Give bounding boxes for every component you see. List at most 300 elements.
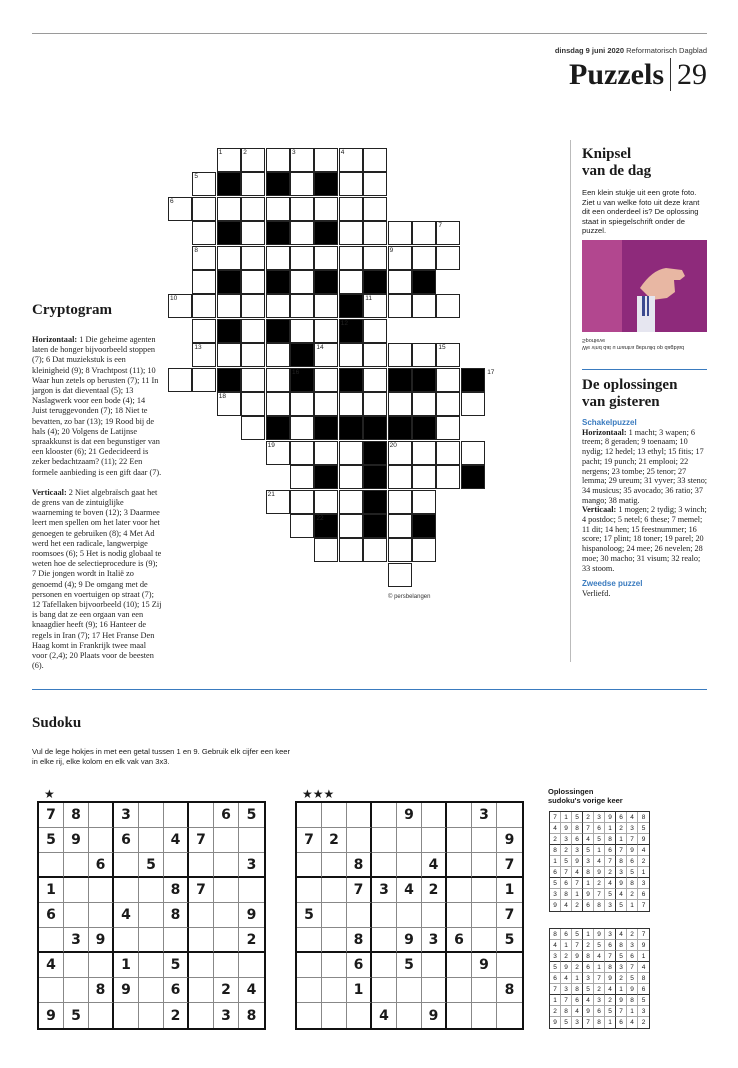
cryptogram-cell	[241, 343, 265, 367]
sudoku-cell: 8	[246, 1007, 257, 1024]
sudoku-cell	[139, 803, 164, 828]
cryptogram-cell	[192, 294, 216, 318]
cryptogram-cell	[436, 392, 460, 416]
sudoku-cell	[472, 828, 497, 853]
solution-cell: 9	[561, 823, 572, 834]
sudoku-cell: 9	[114, 978, 139, 1003]
sudoku-cell	[297, 803, 322, 828]
solution-cell: 3	[561, 834, 572, 845]
solution-cell: 7	[561, 995, 572, 1006]
solution-cell: 2	[638, 856, 649, 867]
solution-cell: 4	[583, 995, 594, 1006]
solution-cell: 2	[605, 867, 616, 878]
sudoku1-difficulty: ★	[44, 787, 55, 801]
cryptogram-cell	[266, 221, 290, 245]
solution-cell: 5	[550, 962, 561, 973]
cryptogram-cell	[388, 294, 412, 318]
knipsel-title: Knipsel van de dag	[582, 146, 652, 179]
sudoku-cell	[397, 903, 422, 928]
cryptogram-cell	[241, 368, 265, 392]
solution-cell: 1	[594, 845, 605, 856]
cryptogram-cell	[388, 563, 412, 587]
solution-cell: 7	[641, 902, 646, 909]
solution-cell: 3	[594, 995, 605, 1006]
cryptogram-cell	[217, 246, 241, 270]
solution-cell: 3	[550, 889, 561, 900]
solution-cell: 2	[561, 951, 572, 962]
sudoku-cell	[322, 903, 347, 928]
sudoku-cell	[114, 878, 139, 903]
solution-cell: 6	[616, 812, 627, 823]
solution-cell: 6	[605, 845, 616, 856]
cryptogram-cell	[290, 392, 314, 416]
cryptogram-cell	[436, 246, 460, 270]
sudoku-cell	[39, 853, 64, 878]
sudoku-cell: 7	[497, 903, 522, 928]
solution-cell: 4	[550, 940, 561, 951]
cryptogram-cell	[363, 368, 387, 392]
sudoku-cell	[189, 903, 214, 928]
cryptogram-cell	[363, 514, 387, 538]
solution-cell: 4	[561, 900, 572, 911]
solution-cell: 3	[561, 984, 572, 995]
sudoku-cell: 4	[39, 953, 64, 978]
sudoku-cell	[372, 853, 397, 878]
sudoku-cell	[297, 928, 322, 953]
sudoku-cell: 5	[139, 853, 164, 878]
cryptogram-cell	[217, 270, 241, 294]
sudoku-cell	[189, 928, 214, 953]
sudoku-instructions: Vul de lege hokjes in met een getal tussen 1 en 9. Gebruik elk cijfer een keer in elke rij, elke kolom en elk vak van 3x3.	[32, 747, 291, 766]
sudoku-cell	[472, 878, 497, 903]
knipsel-photo	[582, 240, 707, 332]
cryptogram-cell	[339, 416, 363, 440]
sudoku-cell: 7	[39, 803, 64, 828]
cryptogram-clue-number: 1	[218, 149, 223, 156]
solution-cell: 3	[572, 1017, 583, 1028]
cryptogram-cell	[412, 368, 436, 392]
sudoku-solution-1	[549, 811, 650, 912]
solution-cell: 5	[572, 929, 583, 940]
sudoku-cell: 3	[239, 853, 264, 878]
sudoku-cell: 6	[164, 978, 189, 1003]
cryptogram-cell	[290, 294, 314, 318]
cryptogram-clue-number: 7	[438, 222, 443, 230]
sudoku-cell	[89, 828, 114, 853]
sudoku-cell	[397, 978, 422, 1003]
sudoku-cell: 7	[347, 878, 372, 903]
cryptogram-cell	[168, 368, 192, 392]
solution-cell: 1	[561, 812, 572, 823]
sudoku-cell: 7	[189, 878, 214, 903]
solution-cell: 3	[583, 856, 594, 867]
cryptogram-cell	[363, 441, 387, 465]
solution-cell: 6	[594, 823, 605, 834]
cryptogram-cell	[436, 368, 460, 392]
cryptogram-cell	[339, 172, 363, 196]
cryptogram-cell	[363, 490, 387, 514]
cryptogram-cell	[290, 319, 314, 343]
sudoku-cell	[497, 803, 522, 828]
sudoku-cell	[114, 1003, 139, 1028]
sudoku-cell: 4	[372, 1003, 397, 1028]
cryptogram-cell	[314, 416, 338, 440]
solution-cell: 1	[627, 900, 638, 911]
sudoku-cell	[422, 953, 447, 978]
sudoku-cell: 2	[422, 878, 447, 903]
sudoku-cell: 5	[297, 903, 322, 928]
sudoku-cell: 9	[397, 803, 422, 828]
sudoku-cell	[297, 978, 322, 1003]
solution-cell: 1	[616, 984, 627, 995]
solution-cell: 6	[550, 973, 561, 984]
cryptogram-cell	[241, 172, 265, 196]
solution-cell: 7	[583, 823, 594, 834]
solution-cell: 9	[594, 929, 605, 940]
sudoku-cell: 9	[397, 928, 422, 953]
cryptogram-cell	[314, 270, 338, 294]
solution-cell: 3	[572, 845, 583, 856]
sudoku-cell: 3	[64, 928, 89, 953]
sudoku-cell	[139, 903, 164, 928]
cryptogram-cell	[314, 490, 338, 514]
sudoku-cell	[139, 978, 164, 1003]
sudoku-cell	[239, 878, 264, 903]
sudoku-cell	[397, 828, 422, 853]
sudoku-cell	[297, 1003, 322, 1028]
solution-cell: 9	[583, 1006, 594, 1017]
solution-cell: 4	[605, 984, 616, 995]
sudoku-cell	[347, 1003, 372, 1028]
solution-cell: 6	[605, 940, 616, 951]
sudoku-cell: 2	[164, 1003, 189, 1028]
solution-cell: 7	[550, 812, 561, 823]
solution-cell: 2	[627, 889, 638, 900]
cryptogram-cell	[388, 392, 412, 416]
cryptogram-cell	[241, 197, 265, 221]
solution-cell: 7	[627, 962, 638, 973]
solution-cell: 2	[616, 823, 627, 834]
cryptogram-cell	[339, 514, 363, 538]
cryptogram-cell	[388, 368, 412, 392]
cryptogram-clue-number: 2	[243, 149, 247, 156]
solution-cell: 3	[627, 823, 638, 834]
sudoku-cell: 9	[239, 903, 264, 928]
solution-cell: 7	[583, 1017, 594, 1028]
sudoku-cell	[64, 853, 89, 878]
cryptogram-cell	[412, 514, 436, 538]
cryptogram-cell	[241, 270, 265, 294]
sudoku-cell	[214, 928, 239, 953]
cryptogram-cell	[266, 148, 290, 172]
solution-cell: 4	[616, 929, 627, 940]
sudoku-rule	[32, 689, 707, 690]
solution-cell: 1	[594, 962, 605, 973]
sudoku-cell	[214, 953, 239, 978]
cryptogram-cell	[266, 294, 290, 318]
cryptogram-cell	[339, 392, 363, 416]
solution-cell: 5	[594, 834, 605, 845]
cryptogram-cell	[290, 514, 314, 538]
cryptogram-cell	[241, 294, 265, 318]
solution-cell: 8	[561, 1006, 572, 1017]
cryptogram-cell	[266, 197, 290, 221]
sudoku-cell: 4	[422, 853, 447, 878]
cryptogram-cell	[266, 319, 290, 343]
solution-cell: 8	[627, 995, 638, 1006]
sudoku-cell	[472, 978, 497, 1003]
cryptogram-clue-number: 12	[340, 319, 349, 327]
cryptogram-cell	[217, 197, 241, 221]
sudoku-cell	[497, 1003, 522, 1028]
cryptogram-cell	[290, 465, 314, 489]
solution-cell: 8	[638, 973, 649, 984]
cryptogram-cell	[266, 368, 290, 392]
cryptogram-cell	[192, 368, 216, 392]
solution-cell: 2	[641, 1019, 646, 1026]
solution-cell: 6	[594, 1006, 605, 1017]
solution-cell: 7	[561, 867, 572, 878]
sudoku-cell	[447, 853, 472, 878]
cryptogram-cell	[412, 221, 436, 245]
oplossingen-title: De oplossingen van gisteren	[582, 377, 678, 410]
solution-cell: 1	[638, 867, 649, 878]
solution-cell: 7	[627, 834, 638, 845]
sudoku-cell: 8	[164, 903, 189, 928]
cryptogram-cell	[290, 441, 314, 465]
sudoku-cell	[39, 928, 64, 953]
sudoku-cell	[139, 953, 164, 978]
oplossingen-rule	[582, 369, 707, 370]
sudoku-cell	[64, 878, 89, 903]
cryptogram-cell	[266, 246, 290, 270]
solution-cell: 3	[616, 962, 627, 973]
cryptogram-cell	[461, 441, 485, 465]
cryptogram-cell	[412, 416, 436, 440]
cryptogram-cell	[339, 221, 363, 245]
cryptogram-cell	[290, 246, 314, 270]
solution-cell: 3	[627, 940, 638, 951]
sudoku-cell: 9	[472, 953, 497, 978]
oplossingen-text: Schakelpuzzel Horizontaal: 1 macht; 3 wapen; 6 treem; 8 geraden; 9 toenaam; 10 nydig; 12 hedel; 13 ethyl; 15 fitis; 17 pacht; 19 punch; 21 emplooi; 22 nergens; 23 tombe; 25 tenor; 27 lemma; 29 ureum; 31 vyver; 33 steno; 34 musicus; 35 avocado; 36 ratio; 37 mango; 38 matig. Verticaal: 1 mogen; 2 tydig; 3 winch; 4 postdoc; 5 netel; 6 these; 7 memel; 11 dit; 14 hen; 15 feestnummer; 16 score; 17 plint; 18 toner; 19 parel; 20 hispanoloog; 24 mee; 26 nevelen; 28 moe; 30 macho; 31 visum; 32 realo; 33 stoom. Zweedse puzzel Verliefd.	[582, 418, 708, 598]
sudoku-cell	[214, 853, 239, 878]
sudoku-cell: 6	[447, 928, 472, 953]
solution-cell: 9	[605, 973, 616, 984]
sudoku-cell	[189, 803, 214, 828]
cryptogram-cell	[461, 392, 485, 416]
cryptogram-cell	[192, 197, 216, 221]
solution-cell: 8	[605, 962, 616, 973]
solution-cell: 6	[638, 889, 649, 900]
sudoku-title: Sudoku	[32, 715, 82, 731]
solution-cell: 1	[616, 834, 627, 845]
solution-cell: 2	[550, 834, 561, 845]
cryptogram-cell	[217, 294, 241, 318]
cryptogram-clue-number: 14	[316, 344, 324, 352]
cryptogram-cell	[314, 441, 338, 465]
solution-cell: 6	[572, 834, 583, 845]
cryptogram-clue-number: 5	[194, 173, 199, 181]
cryptogram-cell	[363, 221, 387, 245]
cryptogram-cell	[461, 465, 485, 489]
solution-cell: 6	[550, 867, 561, 878]
sudoku-cell: 8	[347, 853, 372, 878]
sudoku-cell	[297, 953, 322, 978]
solution-cell: 9	[605, 812, 616, 823]
sudoku-cell: 3	[422, 928, 447, 953]
solution-cell: 5	[572, 812, 583, 823]
solution-cell: 1	[627, 1006, 638, 1017]
cryptogram-clue-number: 8	[194, 246, 199, 254]
solution-cell: 5	[616, 951, 627, 962]
solution-cell: 5	[583, 984, 594, 995]
cryptogram-clue-number: 20	[389, 441, 397, 449]
solution-cell: 4	[627, 812, 638, 823]
solution-cell: 1	[583, 929, 594, 940]
solution-cell: 8	[627, 878, 638, 889]
sudoku-cell	[322, 978, 347, 1003]
sudoku-cell	[214, 828, 239, 853]
cryptogram-cell	[290, 197, 314, 221]
solution-cell: 2	[594, 878, 605, 889]
sudoku-cell	[472, 903, 497, 928]
cryptogram-clue-number: 4	[340, 149, 345, 156]
cryptogram-cell	[314, 197, 338, 221]
solution-cell: 8	[572, 823, 583, 834]
solution-cell: 5	[550, 878, 561, 889]
solution-cell: 9	[594, 867, 605, 878]
column-divider	[570, 140, 571, 662]
solution-cell: 5	[561, 1017, 572, 1028]
solution-cell: 8	[583, 867, 594, 878]
solution-cell: 9	[616, 995, 627, 1006]
sudoku-cell: 5	[239, 803, 264, 828]
cryptogram-clue-number: 22	[316, 515, 324, 522]
solution-cell: 7	[605, 951, 616, 962]
solution-cell: 6	[583, 900, 594, 911]
cryptogram-cell	[241, 221, 265, 245]
solution-cell: 9	[550, 1017, 561, 1028]
cryptogram-clue-number: 15	[438, 344, 446, 352]
solution-cell: 6	[561, 878, 572, 889]
knipsel-mirrored-answer: We vind dat u mantra gebruikt op dagblad Sportieve	[582, 337, 685, 350]
sudoku-cell: 5	[64, 1003, 89, 1028]
solution-cell: 7	[616, 845, 627, 856]
sudoku-cell: 3	[214, 1003, 239, 1028]
cryptogram-cell	[339, 343, 363, 367]
cryptogram-cell	[266, 392, 290, 416]
sudoku-cell	[139, 1003, 164, 1028]
solution-cell: 1	[572, 973, 583, 984]
cryptogram-cell	[241, 416, 265, 440]
sudoku-cell: 8	[64, 803, 89, 828]
cryptogram-clue-number: 16	[292, 368, 300, 376]
solution-cell: 9	[638, 834, 649, 845]
solution-cell: 4	[583, 834, 594, 845]
cryptogram-clue-number: 10	[170, 295, 178, 303]
sudoku-cell	[472, 853, 497, 878]
cryptogram-cell	[339, 197, 363, 221]
solution-cell: 5	[627, 867, 638, 878]
cryptogram-cell	[363, 343, 387, 367]
solution-cell: 8	[561, 889, 572, 900]
solution-cell: 1	[550, 856, 561, 867]
solution-cell: 1	[550, 995, 561, 1006]
cryptogram-cell	[314, 319, 338, 343]
sudoku-cell	[447, 1003, 472, 1028]
sudoku-cell	[297, 878, 322, 903]
sudoku-cell: 6	[114, 828, 139, 853]
sudoku-cell: 1	[114, 953, 139, 978]
solution-cell: 7	[594, 973, 605, 984]
sudoku-cell	[397, 853, 422, 878]
sudoku-cell	[139, 878, 164, 903]
solution-cell: 6	[627, 856, 638, 867]
sudoku-cell	[372, 803, 397, 828]
cryptogram-cell	[192, 270, 216, 294]
cryptogram-cell	[266, 343, 290, 367]
cryptogram-cell	[412, 246, 436, 270]
sudoku-cell	[89, 953, 114, 978]
cryptogram-cell	[217, 319, 241, 343]
solution-cell: 3	[594, 812, 605, 823]
cryptogram-cell	[339, 246, 363, 270]
section-title: Puzzels 29	[569, 58, 707, 91]
sudoku-cell	[347, 828, 372, 853]
sudoku-cell: 7	[189, 828, 214, 853]
knipsel-text: Een klein stukje uit een grote foto. Ziet u van welke foto uit deze krant dit een onderdeel is? De oplossing staat in spiegelschrift onder de puzzel.	[582, 188, 700, 236]
solution-cell: 3	[605, 900, 616, 911]
solution-cell: 8	[616, 940, 627, 951]
sudoku-cell	[39, 978, 64, 1003]
cryptogram-cell	[339, 441, 363, 465]
solution-cell: 1	[583, 878, 594, 889]
sudoku-cell	[322, 878, 347, 903]
sudoku-cell	[114, 928, 139, 953]
solution-cell: 8	[594, 1017, 605, 1028]
solution-cell: 1	[638, 951, 649, 962]
cryptogram-cell	[314, 368, 338, 392]
sudoku-cell	[239, 828, 264, 853]
sudoku-cell: 9	[422, 1003, 447, 1028]
sudoku-cell: 7	[297, 828, 322, 853]
cryptogram-cell	[436, 416, 460, 440]
cryptogram-cell	[363, 246, 387, 270]
cryptogram-cell	[436, 294, 460, 318]
sudoku-cell	[322, 803, 347, 828]
sudoku-cell: 5	[497, 928, 522, 953]
sudoku-cell	[322, 928, 347, 953]
sudoku-cell	[64, 953, 89, 978]
sudoku-cell	[164, 853, 189, 878]
solution-cell: 6	[583, 962, 594, 973]
cryptogram-cell	[388, 465, 412, 489]
solution-cell: 9	[638, 940, 649, 951]
cryptogram-cell	[436, 441, 460, 465]
sudoku-cell	[239, 953, 264, 978]
cryptogram-cell	[241, 319, 265, 343]
cryptogram-cell	[412, 538, 436, 562]
sudoku-cell	[89, 878, 114, 903]
sudoku-cell	[397, 1003, 422, 1028]
sudoku-cell	[372, 978, 397, 1003]
solution-cell: 5	[583, 845, 594, 856]
cryptogram-cell	[339, 465, 363, 489]
solution-cell: 2	[561, 845, 572, 856]
sudoku-cell	[89, 803, 114, 828]
sudoku-cell	[189, 853, 214, 878]
cryptogram-cell	[339, 368, 363, 392]
